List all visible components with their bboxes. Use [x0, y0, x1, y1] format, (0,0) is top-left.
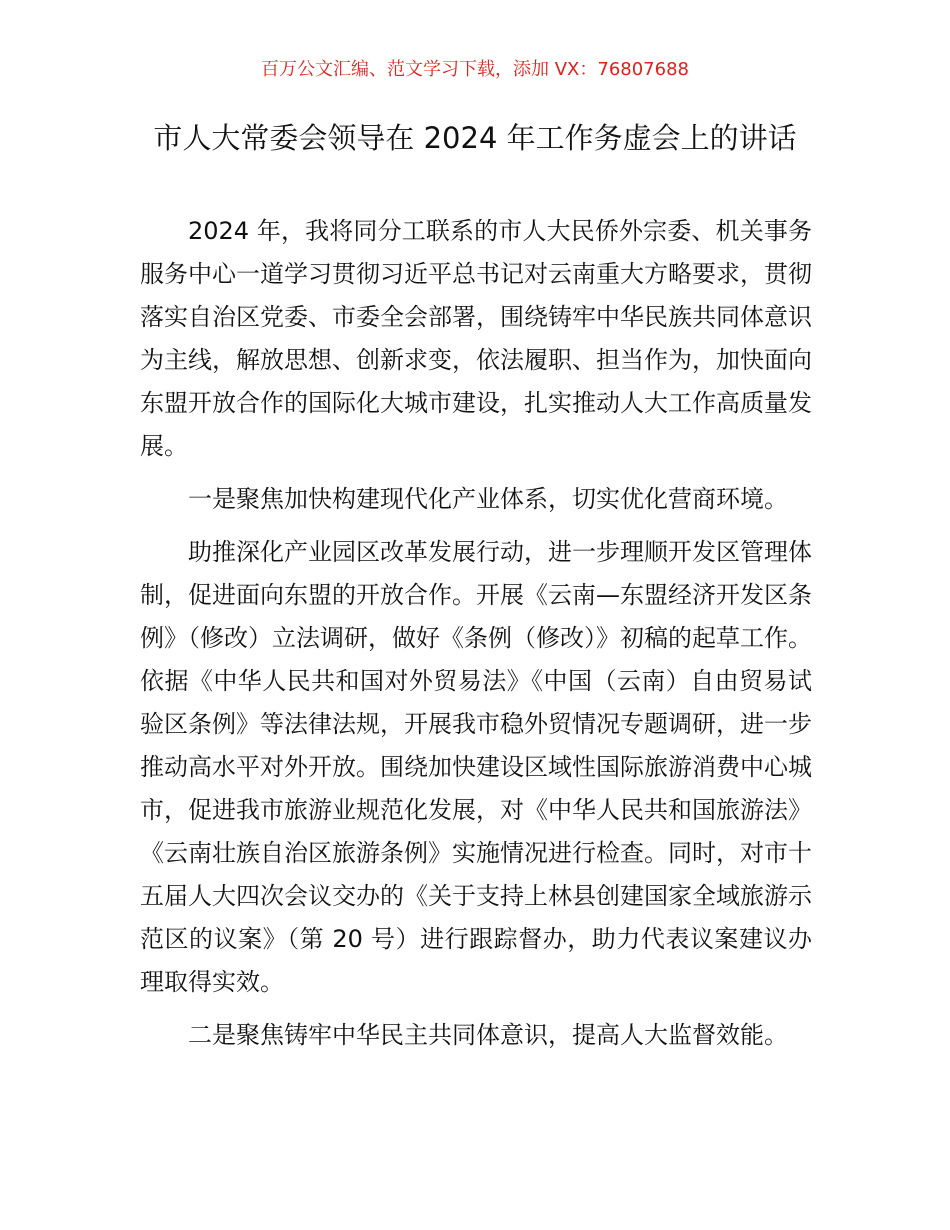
- paragraph-intro: 2024 年，我将同分工联系的市人大民侨外宗委、机关事务服务中心一道学习贯彻习近平总书记对云南重大方略要求，贯彻落实自治区党委、市委全会部署，围绕铸牢中华民族共同体意识为主线，解放思想、创新求变，依法履职、担当作为，加快面向东盟开放合作的国际化大城市建设，扎实推动人大工作高质量发展。: [140, 217, 812, 460]
- header-note: 百万公文汇编、范文学习下载，添加 VX：76807688: [261, 59, 689, 80]
- document-body: [140, 210, 812, 1067]
- document-title: 市人大常委会领导在 2024 年工作务虚会上的讲话: [153, 121, 797, 155]
- paragraph-body-1: 助推深化产业园区改革发展行动，进一步理顺开发区管理体制，促进面向东盟的开放合作。开展《云南—东盟经济开发区条例》（修改）立法调研，做好《条例（修改）》初稿的起草工作。依据《中华人民共和国对外贸易法》《中国（云南）自由贸易试验区条例》等法律法规，开展我市稳外贸情况专题调研，进一步推动高水平对外开放。围绕加快建设区域性国际旅游消费中心城市，促进我市旅游业规范化发展，对《中华人民共和国旅游法》《云南壮族自治区旅游条例》实施情况进行检查。同时，对市十五届人大四次会议交办的《关于支持上林县创建国家全域旅游示范区的议案》（第 20 号）进行跟踪督办，助力代表议案建议办理取得实效。: [140, 538, 812, 996]
- paragraph-heading-2: 二是聚焦铸牢中华民主共同体意识，提高人大监督效能。: [188, 1021, 788, 1049]
- paragraph-heading-1: 一是聚焦加快构建现代化产业体系，切实优化营商环境。: [188, 485, 788, 513]
